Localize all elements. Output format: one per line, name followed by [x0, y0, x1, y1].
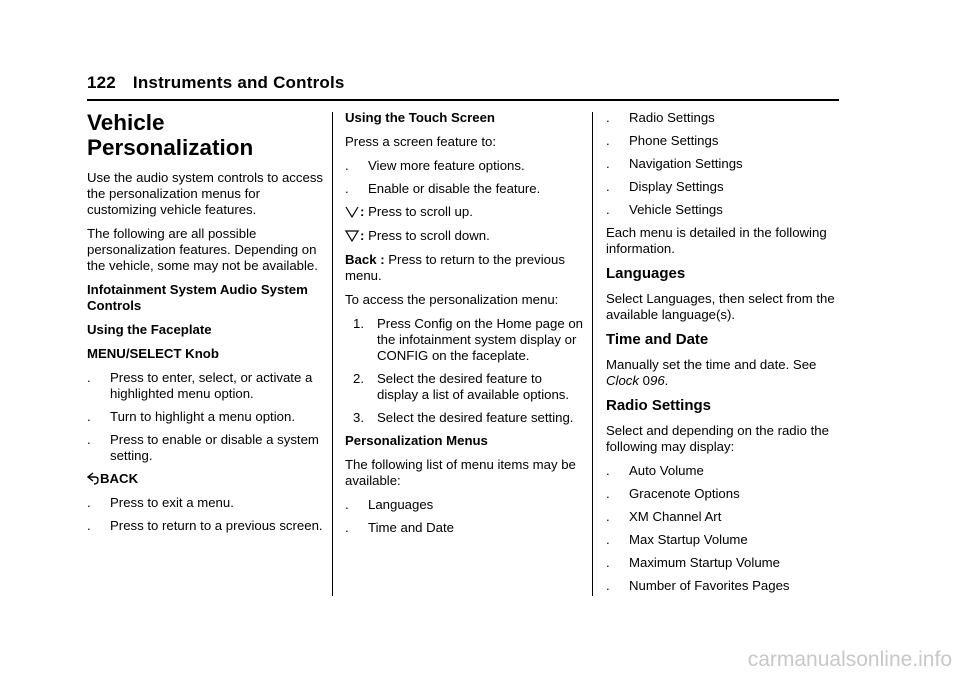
list-item: . Languages — [345, 497, 434, 512]
list-item: . Press to enter, select, or activate a highlighted menu option. — [87, 370, 313, 401]
section-title: Instruments and Controls — [132, 73, 345, 92]
scroll-down-line: : Press to scroll down. — [345, 228, 585, 244]
column-divider-1 — [332, 112, 333, 596]
clock-link[interactable]: Clock — [606, 373, 639, 388]
languages-heading: Languages — [606, 265, 686, 282]
touch-intro: Press a screen feature to: — [345, 134, 496, 149]
list-item: . Press to enable or disable a system setting. — [87, 432, 319, 463]
access-intro: To access the personalization menu: — [345, 292, 559, 307]
intro-paragraph: Use the audio system controls to access the personalization menus for customizing vehicle features. — [87, 170, 324, 217]
list-item: . Vehicle Settings — [606, 202, 723, 217]
menus-heading: Personalization Menus — [345, 433, 488, 448]
scroll-down-arrow-icon — [345, 230, 359, 242]
column-1 — [87, 110, 327, 541]
list-item: . Press to exit a menu. — [87, 495, 234, 510]
column-divider-2 — [592, 112, 593, 596]
list-item: 2. Select the desired feature to display a list of available options. — [353, 371, 570, 402]
list-item: . Radio Settings — [606, 110, 715, 125]
header-rule — [87, 99, 839, 101]
list-item: 1. Press Config on the Home page on the infotainment system display or CONFIG on the faceplate. — [353, 316, 583, 363]
title-line-2: Personalization — [87, 135, 254, 160]
faceplate-heading: Using the Faceplate — [87, 322, 212, 337]
list-item: . Auto Volume — [606, 463, 704, 478]
back-arrow-icon — [87, 472, 99, 485]
possible-paragraph: The following are all possible personalization features. Depending on the vehicle, some may not be available. — [87, 226, 318, 273]
list-item: . XM Channel Art — [606, 509, 722, 524]
watermark: carmanualsonline.info — [747, 648, 952, 671]
touch-heading: Using the Touch Screen — [345, 110, 495, 125]
languages-text: Select Languages, then select from the available language(s). — [606, 291, 835, 322]
list-item: . Maximum Startup Volume — [606, 555, 780, 570]
page-number: 122 — [87, 73, 116, 92]
page-ref-icon: 0 — [642, 373, 650, 388]
scroll-up-line: : Press to scroll up. — [345, 204, 585, 220]
time-text: Manually set the time and date. See Clock 096. — [606, 357, 817, 388]
page-title — [87, 110, 327, 160]
infotainment-heading: Infotainment System Audio System Controls — [87, 282, 308, 313]
list-item: . Display Settings — [606, 179, 724, 194]
list-item: . Turn to highlight a menu option. — [87, 409, 295, 424]
title-line-1: Vehicle — [87, 110, 165, 135]
column-2 — [345, 110, 585, 543]
list-item: . Number of Favorites Pages — [606, 578, 790, 593]
list-item: . Press to return to a previous screen. — [87, 518, 323, 533]
menus-intro: The following list of menu items may be available: — [345, 457, 576, 488]
radio-text: Select and depending on the radio the following may display: — [606, 423, 829, 454]
list-item: . Phone Settings — [606, 133, 719, 148]
list-item: . Time and Date — [345, 520, 455, 535]
clock-page-link[interactable]: 96 — [650, 373, 665, 388]
time-heading: Time and Date — [606, 331, 709, 348]
column-3 — [606, 110, 846, 601]
list-item: . View more feature options. — [345, 158, 525, 173]
back-heading: BACK — [87, 471, 327, 487]
detail-paragraph: Each menu is detailed in the following information. — [606, 225, 827, 256]
page-header — [87, 73, 345, 93]
list-item: 3. Select the desired feature setting. — [353, 410, 574, 425]
list-item: . Gracenote Options — [606, 486, 740, 501]
scroll-up-arrow-icon — [345, 206, 359, 218]
knob-heading: MENU/SELECT Knob — [87, 346, 219, 361]
list-item: . Max Startup Volume — [606, 532, 748, 547]
radio-heading: Radio Settings — [606, 397, 712, 414]
list-item: . Enable or disable the feature. — [345, 181, 541, 196]
list-item: . Navigation Settings — [606, 156, 743, 171]
back-line: Back : Press to return to the previous menu. — [345, 252, 565, 283]
